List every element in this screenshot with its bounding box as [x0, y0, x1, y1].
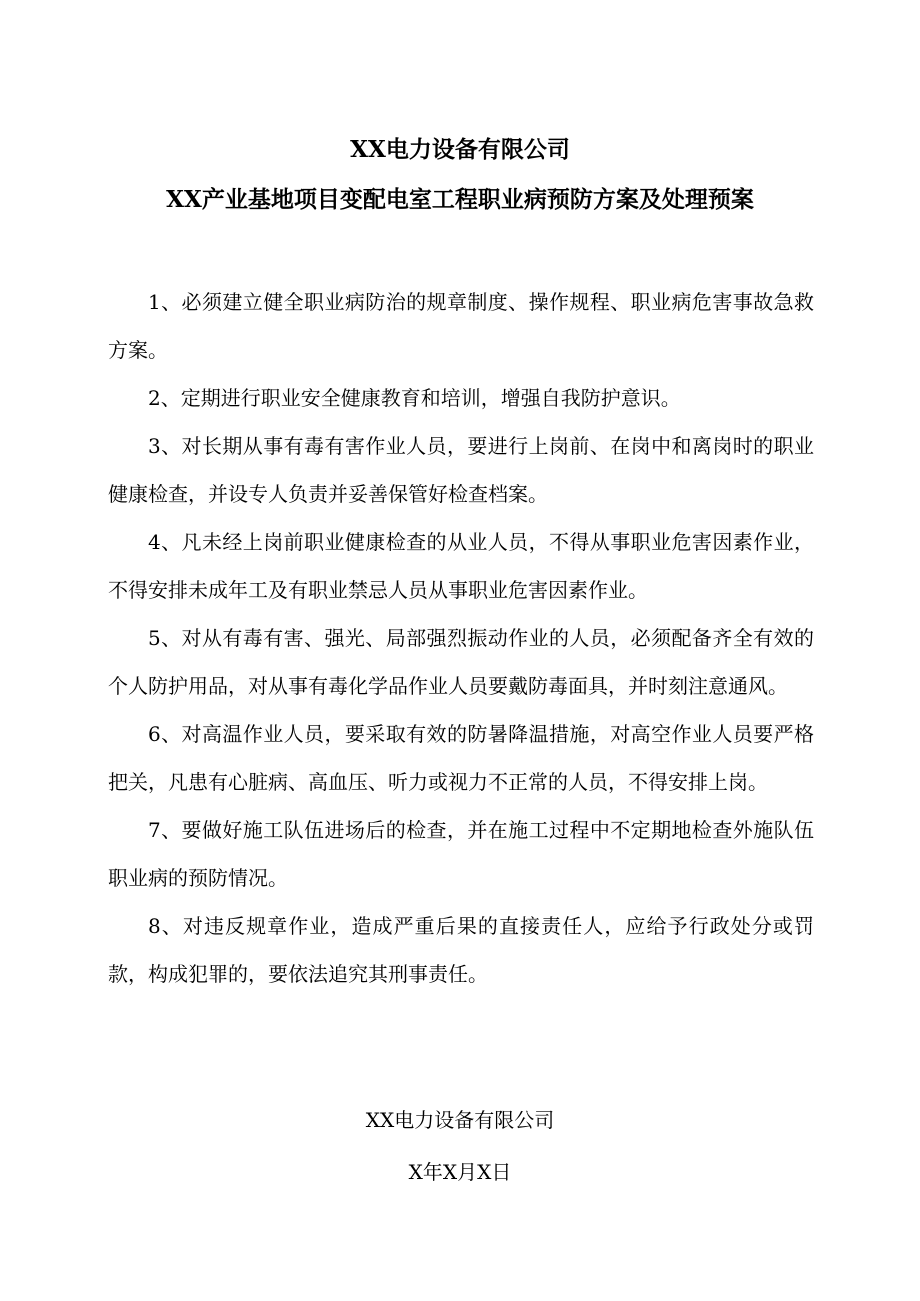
- document-body: [108, 278, 814, 998]
- document-title: XX产业基地项目变配电室工程职业病预防方案及处理预案: [166, 186, 754, 213]
- signature-company: XX电力设备有限公司: [365, 1108, 555, 1132]
- company-title: XX电力设备有限公司: [350, 136, 570, 163]
- paragraph-1: 1、必须建立健全职业病防治的规章制度、操作规程、职业病危害事故急救方案。: [108, 290, 814, 362]
- paragraph-4: 4、凡未经上岗前职业健康检查的从业人员，不得从事职业危害因素作业，不得安排未成年工及有职业禁忌人员从事职业危害因素作业。: [108, 530, 814, 602]
- signature-date: X年X月X日: [408, 1160, 512, 1184]
- paragraph-5: 5、对从有毒有害、强光、局部强烈振动作业的人员，必须配备齐全有效的个人防护用品，对从事有毒化学品作业人员要戴防毒面具，并时刻注意通风。: [108, 626, 814, 698]
- paragraph-6: 6、对高温作业人员，要采取有效的防暑降温措施，对高空作业人员要严格把关，凡患有心脏病、高血压、听力或视力不正常的人员，不得安排上岗。: [108, 722, 814, 794]
- paragraph-7: 7、要做好施工队伍进场后的检查，并在施工过程中不定期地检查外施队伍职业病的预防情况。: [108, 818, 814, 890]
- paragraph-8: 8、对违反规章作业，造成严重后果的直接责任人，应给予行政处分或罚款，构成犯罪的，要依法追究其刑事责任。: [108, 914, 814, 986]
- paragraph-2: 2、定期进行职业安全健康教育和培训，增强自我防护意识。: [148, 386, 681, 410]
- paragraph-3: 3、对长期从事有毒有害作业人员，要进行上岗前、在岗中和离岗时的职业健康检查，并设专人负责并妥善保管好检查档案。: [108, 434, 814, 506]
